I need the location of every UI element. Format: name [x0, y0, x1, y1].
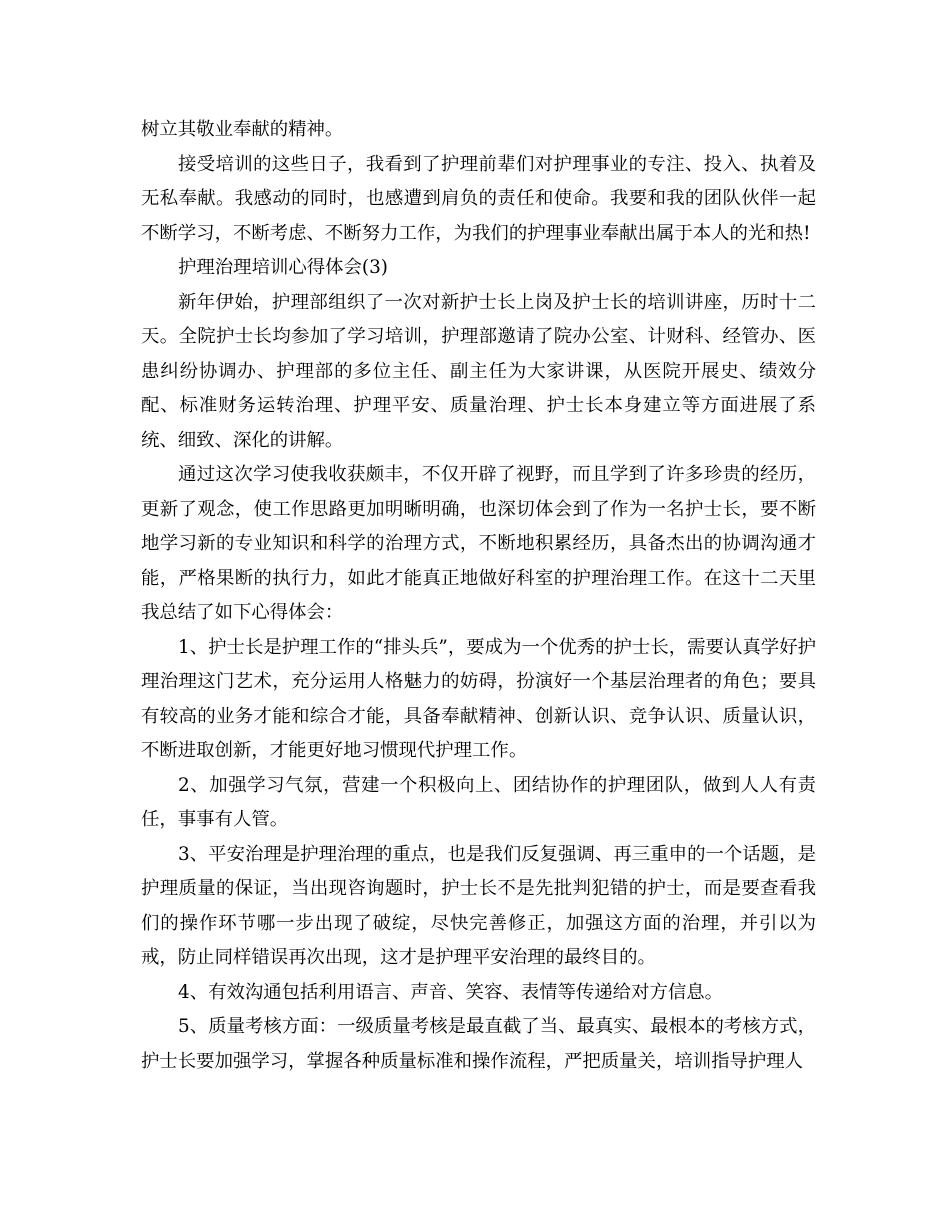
list-item-2: 2、加强学习气氛，营建一个积极向上、团结协作的护理团队，做到人人有责任，事事有人管。 — [141, 774, 816, 830]
paragraph-training-reflection: 接受培训的这些日子，我看到了护理前辈们对护理事业的专注、投入、执着及无私奉献。我感动的同时，也感遭到肩负的责任和使命。我要和我的团队伙伴一起不断学习，不断考虑、不断努力工作，为我们的护理事业奉献出属于本人的光和热! — [141, 153, 816, 244]
document-body — [141, 113, 816, 1079]
list-item-1: 1、护士长是护理工作的“排头兵”，要成为一个优秀的护士长，需要认真学好护理治理这门艺术，充分运用人格魅力的妨碍，扮演好一个基层治理者的角色；要具有较高的业务才能和综合才能，具备奉献精神、创新认识、竞争认识、质量认识，不断进取创新，才能更好地习惯现代护理工作。 — [141, 636, 816, 761]
list-item-5: 5、质量考核方面：一级质量考核是最直截了当、最真实、最根本的考核方式，护士长要加强学习，掌握各种质量标准和操作流程，严把质量关，培训指导护理人 — [141, 1016, 816, 1072]
paragraph-learning-gains: 通过这次学习使我收获颇丰，不仅开辟了视野，而且学到了许多珍贵的经历，更新了观念，使工作思路更加明晰明确，也深切体会到了作为一名护士长，要不断地学习新的专业知识和科学的治理方式，不断地积累经历，具备杰出的协调沟通才能，严格果断的执行力，如此才能真正地做好科室的护理治理工作。在这十二天里我总结了如下心得体会： — [141, 464, 816, 623]
list-item-3: 3、平安治理是护理治理的重点，也是我们反复强调、再三重申的一个话题，是护理质量的保证，当出现咨询题时，护士长不是先批判犯错的护士，而是要查看我们的操作环节哪一步出现了破绽，尽快完善修正，加强这方面的治理，并引以为戒，防止同样错误再次出现，这才是护理平安治理的最终目的。 — [141, 843, 816, 968]
list-item-4: 4、有效沟通包括利用语言、声音、笑容、表情等传递给对方信息。 — [178, 981, 724, 1003]
section-heading: 护理治理培训心得体会(3) — [178, 257, 388, 278]
paragraph-training-overview: 新年伊始，护理部组织了一次对新护士长上岗及护士长的培训讲座，历时十二天。全院护士长均参加了学习培训，护理部邀请了院办公室、计财科、经管办、医患纠纷协调办、护理部的多位主任、副主任为大家讲课，从医院开展史、绩效分配、标准财务运转治理、护理平安、质量治理、护士长本身建立等方面进展了系统、细致、深化的讲解。 — [141, 291, 816, 451]
paragraph-intro-closing: 树立其敬业奉献的精神。 — [141, 119, 344, 140]
